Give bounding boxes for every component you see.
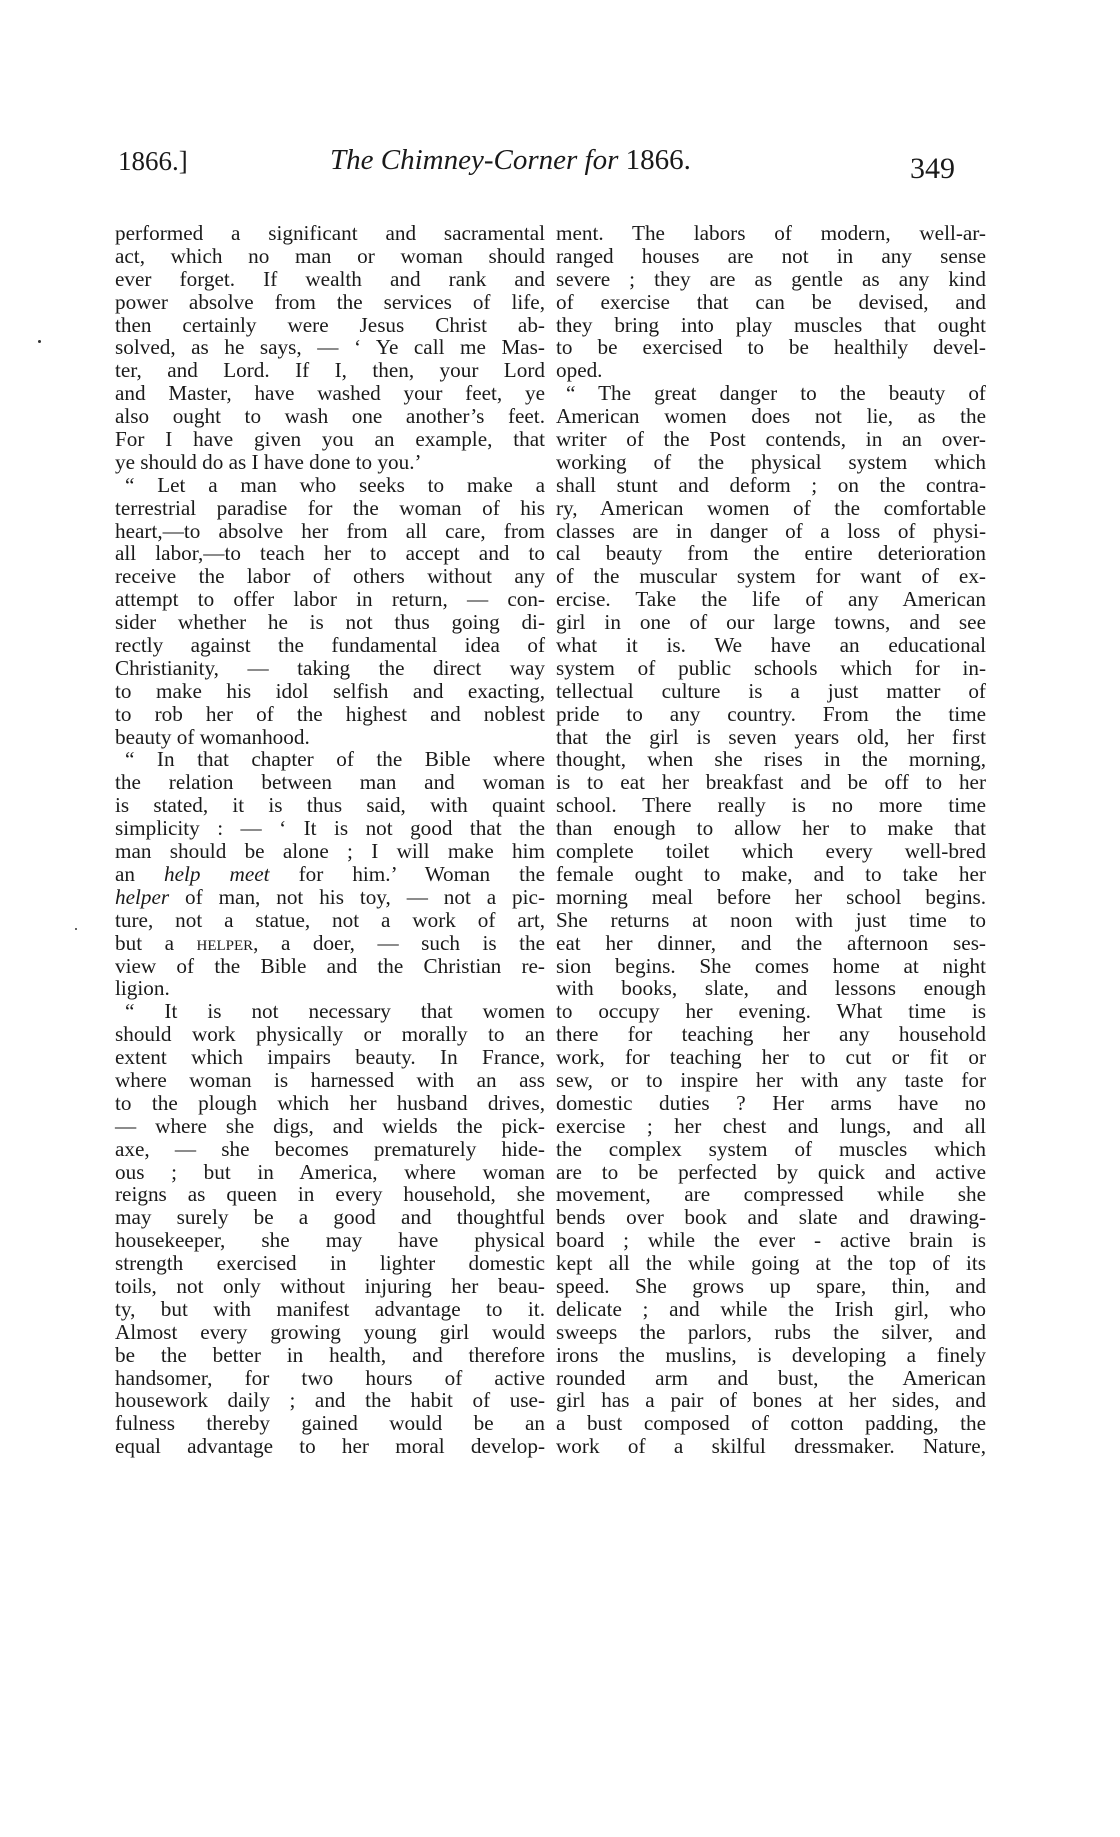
text-line: ment. The labors of modern, well-ar- <box>556 221 986 245</box>
text-line: kept all the while going at the top of its <box>556 1251 986 1276</box>
text-line: helper of man, not his toy, — not a pic- <box>115 884 545 909</box>
text-line: shall stunt and deform ; on the contra- <box>556 472 986 497</box>
text-line: domestic duties ? Her arms have no <box>556 1090 986 1115</box>
margin-mark <box>75 928 77 930</box>
text-line: sweeps the parlors, rubs the silver, and <box>556 1319 986 1344</box>
text-line: solved, as he says, — ‘ Ye call me Mas- <box>115 335 545 360</box>
text-line: that the girl is seven years old, her first <box>556 724 986 749</box>
text-line: Christianity, — taking the direct way <box>115 655 545 680</box>
text-line: of the muscular system for want of ex- <box>556 564 986 589</box>
text-line: to be exercised to be healthily devel- <box>556 335 986 360</box>
text-line: a bust composed of cotton padding, the <box>556 1411 986 1436</box>
text-line: heart,—to absolve her from all care, from <box>115 518 545 543</box>
text-line: housekeeper, she may have physical <box>115 1228 545 1253</box>
text-line: but a helper, a doer, — such is the <box>115 930 545 955</box>
text-line: ranged houses are not in any sense <box>556 243 986 268</box>
text-line: rectly against the fundamental idea of <box>115 633 545 658</box>
text-line: severe ; they are as gentle as any kind <box>556 266 986 291</box>
text-line: ye should do as I have done to you.’ <box>115 449 422 474</box>
text-line: “ Let a man who seeks to make a <box>125 472 545 497</box>
text-line: “ In that chapter of the Bible where <box>125 747 545 772</box>
text-line: work, for teaching her to cut or fit or <box>556 1045 986 1070</box>
text-line: of exercise that can be devised, and <box>556 289 986 314</box>
text-line: strength exercised in lighter domestic <box>115 1251 545 1276</box>
text-line: American women does not lie, as the <box>556 404 986 429</box>
text-line: the relation between man and woman <box>115 770 545 795</box>
text-line: equal advantage to her moral develop- <box>115 1434 545 1459</box>
text-line: “ It is not necessary that women <box>125 999 545 1024</box>
text-line: power absolve from the services of life, <box>115 289 545 314</box>
text-line: there for teaching her any household <box>556 1022 986 1047</box>
text-line: ty, but with manifest advantage to it. <box>115 1296 545 1321</box>
text-line: reigns as queen in every household, she <box>115 1182 545 1207</box>
text-line: eat her dinner, and the afternoon ses- <box>556 930 986 955</box>
text-line: — where she digs, and wields the pick- <box>115 1113 545 1138</box>
text-line: school. There really is no more time <box>556 793 986 818</box>
text-line: sider whether he is not thus going di- <box>115 610 545 635</box>
text-line: girl in one of our large towns, and see <box>556 610 986 635</box>
text-line: what it is. We have an educational <box>556 633 986 658</box>
text-line: view of the Bible and the Christian re- <box>115 953 545 978</box>
text-line: For I have given you an example, that <box>115 427 545 452</box>
running-header <box>0 140 1120 190</box>
text-line: rounded arm and bust, the American <box>556 1365 986 1390</box>
text-line: may surely be a good and thoughtful <box>115 1205 545 1230</box>
text-line: is stated, it is thus said, with quaint <box>115 793 545 818</box>
text-line: ter, and Lord. If I, then, your Lord <box>115 358 545 383</box>
text-line: they bring into play muscles that ought <box>556 312 986 337</box>
header-year: 1866.] <box>118 146 188 176</box>
text-line: to occupy her evening. What time is <box>556 999 986 1024</box>
right-column <box>556 222 986 1458</box>
text-line: sion begins. She comes home at night <box>556 953 986 978</box>
text-line: simplicity : — ‘ It is not good that the <box>115 816 545 841</box>
text-line: to rob her of the highest and noblest <box>115 701 545 726</box>
text-line: tellectual culture is a just matter of <box>556 678 986 703</box>
text-line: female ought to make, and to take her <box>556 861 986 886</box>
text-line: cal beauty from the entire deterioration <box>556 541 986 566</box>
text-line: to the plough which her husband drives, <box>115 1090 545 1115</box>
text-line: “ The great danger to the beauty of <box>566 381 986 406</box>
text-line: an help meet for him.’ Woman the <box>115 861 545 886</box>
text-line: classes are in danger of a loss of physi- <box>556 518 986 543</box>
text-line: extent which impairs beauty. In France, <box>115 1045 545 1070</box>
text-line: all labor,—to teach her to accept and to <box>115 541 545 566</box>
text-line: speed. She grows up spare, thin, and <box>556 1273 986 1298</box>
text-line: and Master, have washed your feet, ye <box>115 381 545 406</box>
text-line: housework daily ; and the habit of use- <box>115 1388 545 1413</box>
text-line: movement, are compressed while she <box>556 1182 986 1207</box>
page-number: 349 <box>910 152 955 185</box>
text-line: work of a skilful dressmaker. Nature, <box>556 1434 986 1459</box>
text-line: delicate ; and while the Irish girl, who <box>556 1296 986 1321</box>
text-line: ry, American women of the comfortable <box>556 495 986 520</box>
text-line: morning meal before her school begins. <box>556 884 986 909</box>
text-line: ercise. Take the life of any American <box>556 587 986 612</box>
margin-mark <box>38 340 41 343</box>
text-line: axe, — she becomes prematurely hide- <box>115 1136 545 1161</box>
text-line: irons the muslins, is developing a finely <box>556 1342 986 1367</box>
text-line: sew, or to inspire her with any taste for <box>556 1067 986 1092</box>
text-line: where woman is harnessed with an ass <box>115 1067 545 1092</box>
text-line: is to eat her breakfast and be off to her <box>556 770 986 795</box>
text-line: man should be alone ; I will make him <box>115 839 545 864</box>
header-title-text: The Chimney-Corner for <box>330 144 619 176</box>
text-line: attempt to offer labor in return, — con- <box>115 587 545 612</box>
text-line: She returns at noon with just time to <box>556 907 986 932</box>
text-line: writer of the Post contends, in an over- <box>556 427 986 452</box>
text-line: girl has a pair of bones at her sides, and <box>556 1388 986 1413</box>
text-line: fulness thereby gained would be an <box>115 1411 545 1436</box>
text-line: board ; while the ever - active brain is <box>556 1228 986 1253</box>
text-line: oped. <box>556 358 603 383</box>
text-line: should work physically or morally to an <box>115 1022 545 1047</box>
text-line: toils, not only without injuring her beau- <box>115 1273 545 1298</box>
text-line: performed a significant and sacramental <box>115 221 545 245</box>
text-line: receive the labor of others without any <box>115 564 545 589</box>
text-line: Almost every growing young girl would <box>115 1319 545 1344</box>
text-line: ligion. <box>115 976 170 1001</box>
text-line: than enough to allow her to make that <box>556 816 986 841</box>
left-column <box>115 222 545 1458</box>
text-line: exercise ; her chest and lungs, and all <box>556 1113 986 1138</box>
text-line: are to be perfected by quick and active <box>556 1159 986 1184</box>
header-title-year: 1866. <box>625 144 691 176</box>
text-line: working of the physical system which <box>556 449 986 474</box>
text-line: ous ; but in America, where woman <box>115 1159 545 1184</box>
text-line: ture, not a statue, not a work of art, <box>115 907 545 932</box>
text-line: bends over book and slate and drawing- <box>556 1205 986 1230</box>
header-title <box>330 144 691 177</box>
text-line: complete toilet which every well-bred <box>556 839 986 864</box>
text-line: act, which no man or woman should <box>115 243 545 268</box>
text-line: terrestrial paradise for the woman of his <box>115 495 545 520</box>
text-line: then certainly were Jesus Christ ab- <box>115 312 545 337</box>
text-line: system of public schools which for in- <box>556 655 986 680</box>
text-line: also ought to wash one another’s feet. <box>115 404 545 429</box>
text-line: to make his idol selfish and exacting, <box>115 678 545 703</box>
text-line: pride to any country. From the time <box>556 701 986 726</box>
text-line: handsomer, for two hours of active <box>115 1365 545 1390</box>
text-line: be the better in health, and therefore <box>115 1342 545 1367</box>
text-line: beauty of womanhood. <box>115 724 310 749</box>
text-line: with books, slate, and lessons enough <box>556 976 986 1001</box>
text-line: the complex system of muscles which <box>556 1136 986 1161</box>
text-line: ever forget. If wealth and rank and <box>115 266 545 291</box>
text-line: thought, when she rises in the morning, <box>556 747 986 772</box>
